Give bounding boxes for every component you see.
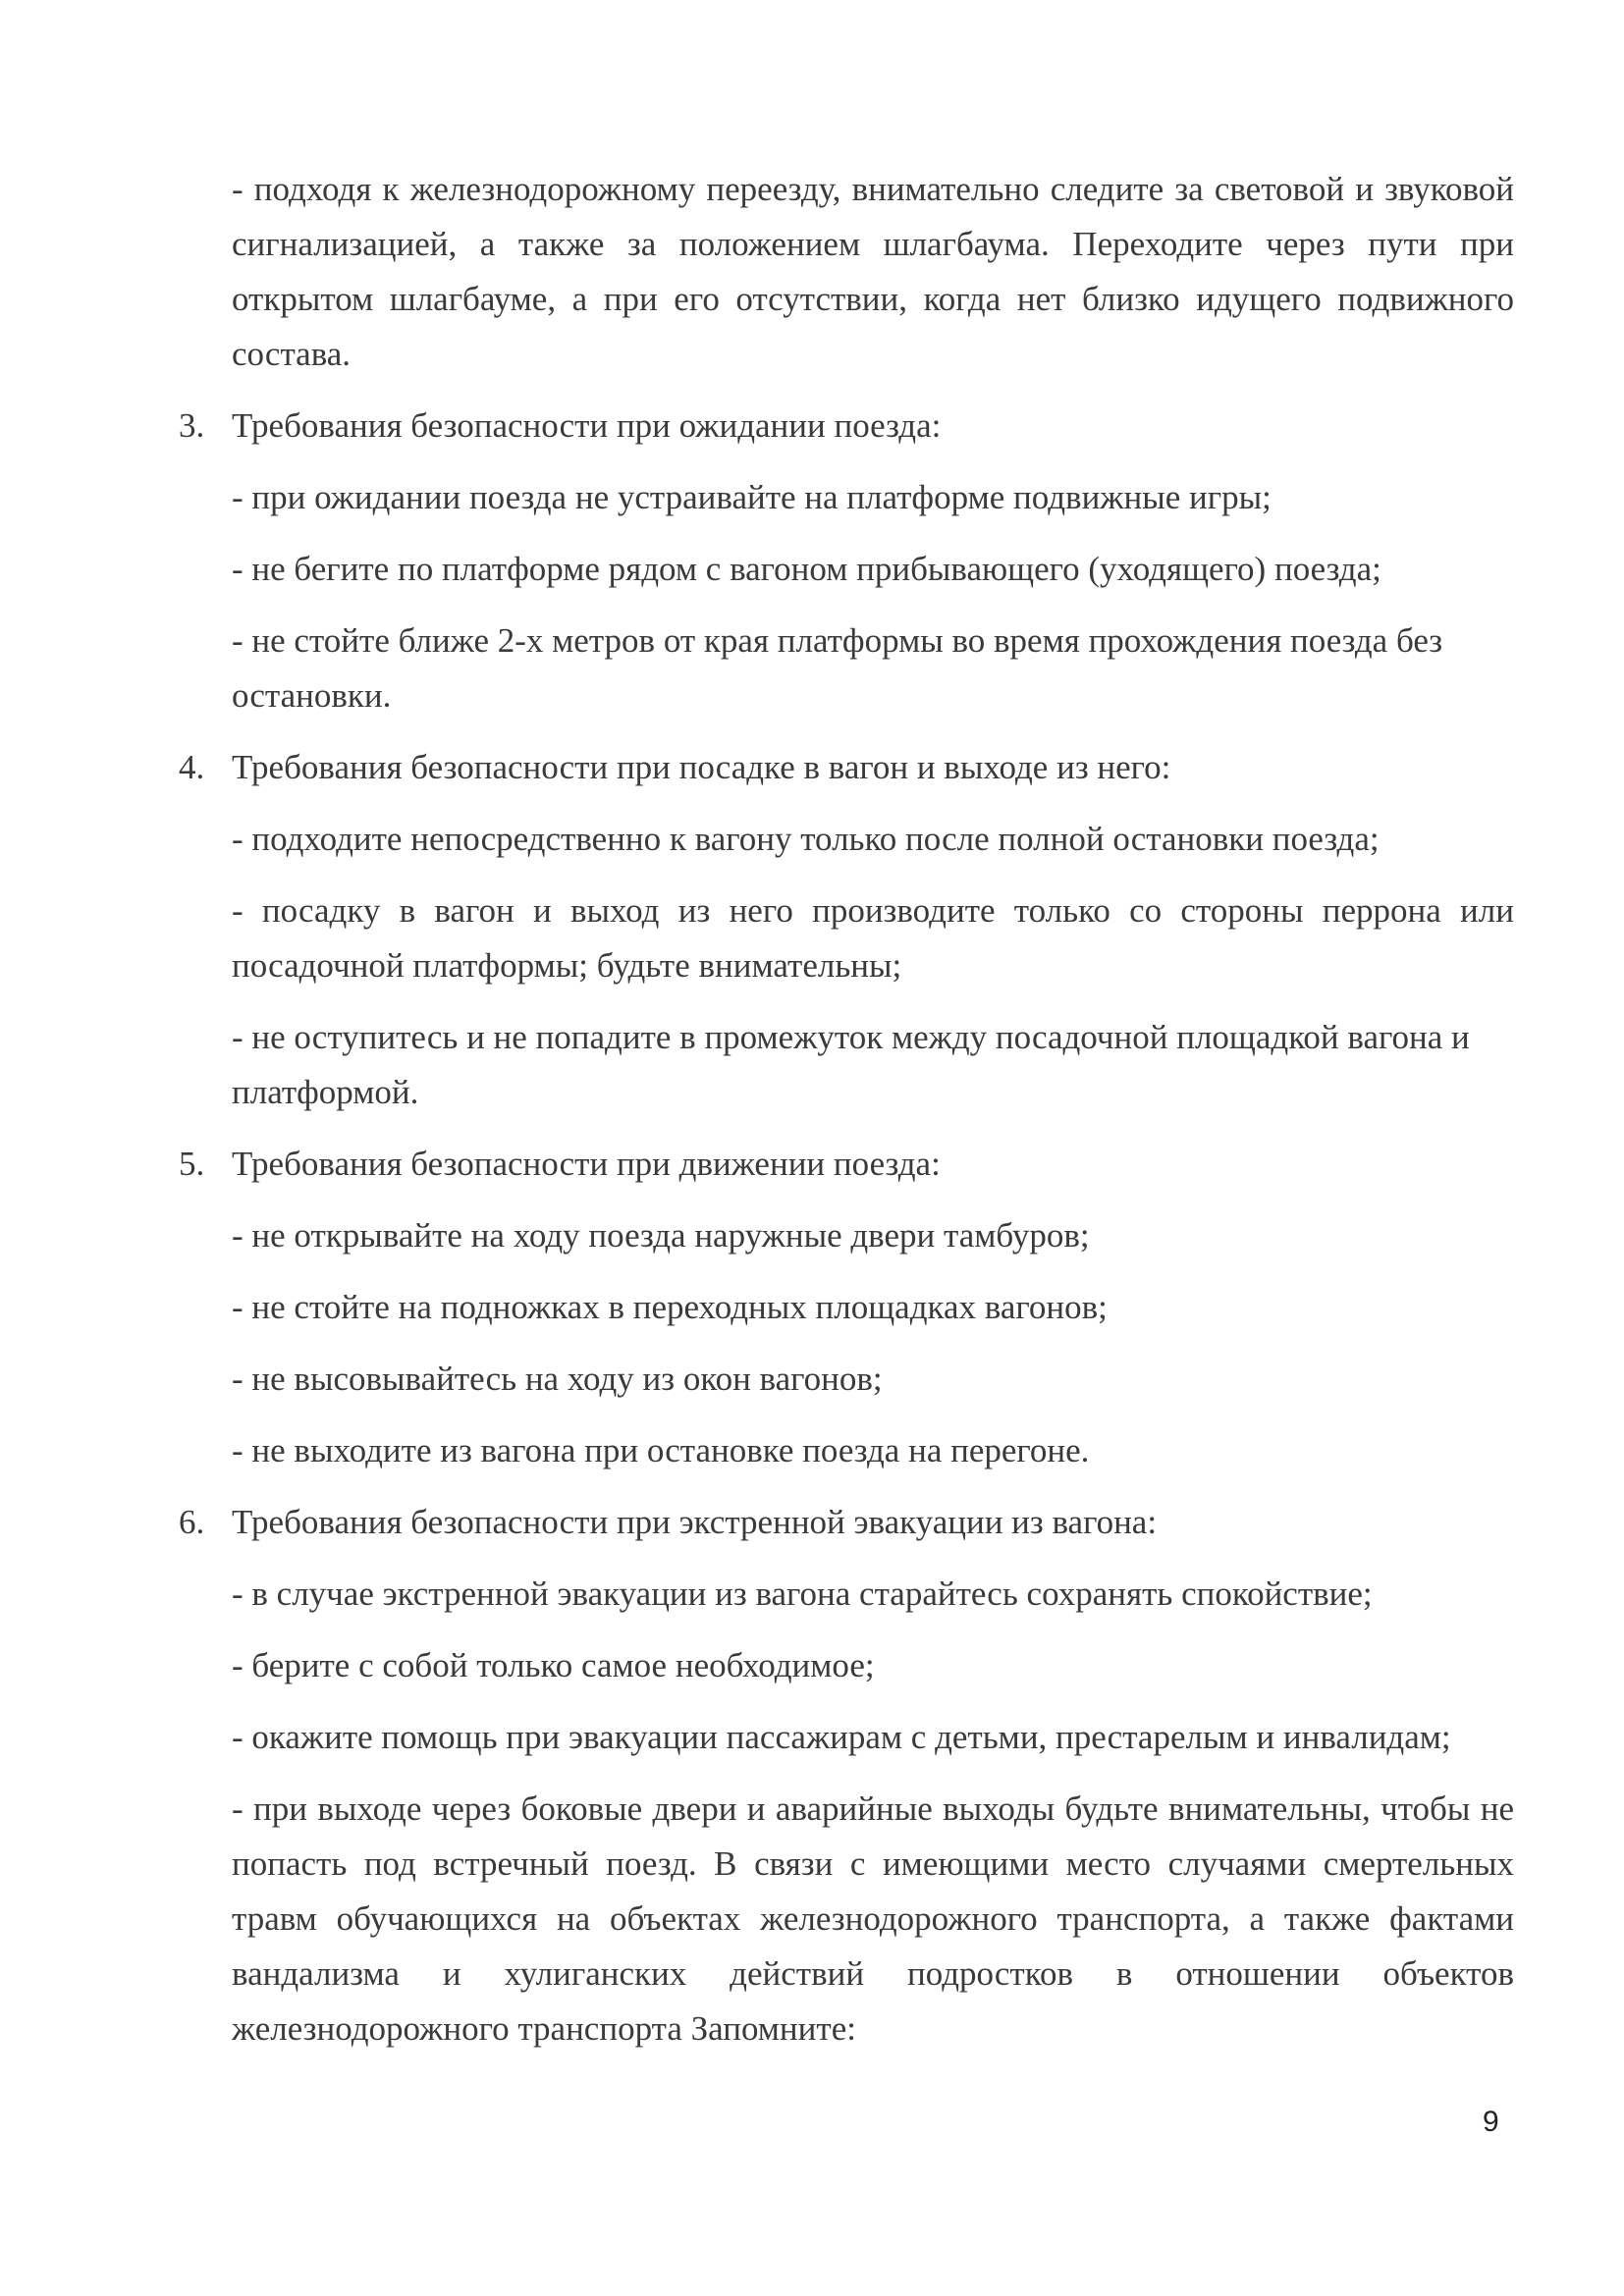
section-heading-text: Требования безопасности при движении поезда:	[232, 1145, 941, 1183]
document-body	[179, 162, 1514, 2073]
page-number: 9	[1483, 2106, 1499, 2138]
body-paragraph: - не бегите по платформе рядом с вагоном прибывающего (уходящего) поезда;	[232, 550, 1381, 588]
body-paragraph: - не открывайте на ходу поезда наружные двери тамбуров;	[232, 1216, 1090, 1255]
body-paragraph: - берите с собой только самое необходимое;	[232, 1646, 875, 1684]
section-number: 5.	[179, 1145, 205, 1183]
body-paragraph: - не оступитесь и не попадите в промежуток между посадочной площадкой вагона и платформой.	[232, 1018, 1470, 1111]
section-number: 3.	[179, 406, 205, 445]
section-number: 4.	[179, 748, 205, 786]
body-paragraph: - не выходите из вагона при остановке поезда на перегоне.	[232, 1431, 1090, 1469]
section-heading-text: Требования безопасности при посадке в вагон и выходе из него:	[232, 748, 1171, 786]
body-paragraph: - подходите непосредственно к вагону только после полной остановки поезда;	[232, 820, 1380, 858]
body-paragraph: - окажите помощь при эвакуации пассажирам с детьми, престарелым и инвалидам;	[232, 1718, 1451, 1756]
body-paragraph: - в случае экстренной эвакуации из вагона старайтесь сохранять спокойствие;	[232, 1575, 1373, 1613]
body-paragraph: - при ожидании поезда не устраивайте на платформе подвижные игры;	[232, 478, 1272, 516]
body-paragraph: - подходя к железнодорожному переезду, внимательно следите за световой и звуковой сигнализацией, а также за положением шлагбаума. Переходите через пути при открытом шлагбауме, а при его отсутствии, когда нет близко идущего подвижного состава.	[232, 170, 1514, 373]
body-paragraph: - при выходе через боковые двери и аварийные выходы будьте внимательны, чтобы не попасть под встречный поезд. В связи с имеющими место случаями смертельных травм обучающихся на объектах железнодорожного транспорта, а также фактами вандализма и хулиганских действий подростков в отношении объектов железнодорожного транспорта Запомните:	[232, 1789, 1514, 2048]
body-paragraph: - не стойте на подножках в переходных площадках вагонов;	[232, 1288, 1108, 1326]
body-paragraph: - не стойте ближе 2-х метров от края платформы во время прохождения поезда без остановки.	[232, 621, 1443, 715]
body-paragraph: - не высовывайтесь на ходу из окон вагонов;	[232, 1360, 883, 1398]
section-heading	[179, 1137, 1514, 1192]
section-heading-text: Требования безопасности при экстренной эвакуации из вагона:	[232, 1503, 1158, 1541]
section-number: 6.	[179, 1503, 205, 1541]
body-paragraph: - посадку в вагон и выход из него производите только со стороны перрона или посадочной платформы; будьте внимательны;	[232, 891, 1514, 985]
section-heading	[179, 399, 1514, 454]
section-heading	[179, 740, 1514, 795]
section-heading	[179, 1495, 1514, 1550]
section-heading-text: Требования безопасности при ожидании поезда:	[232, 406, 942, 445]
